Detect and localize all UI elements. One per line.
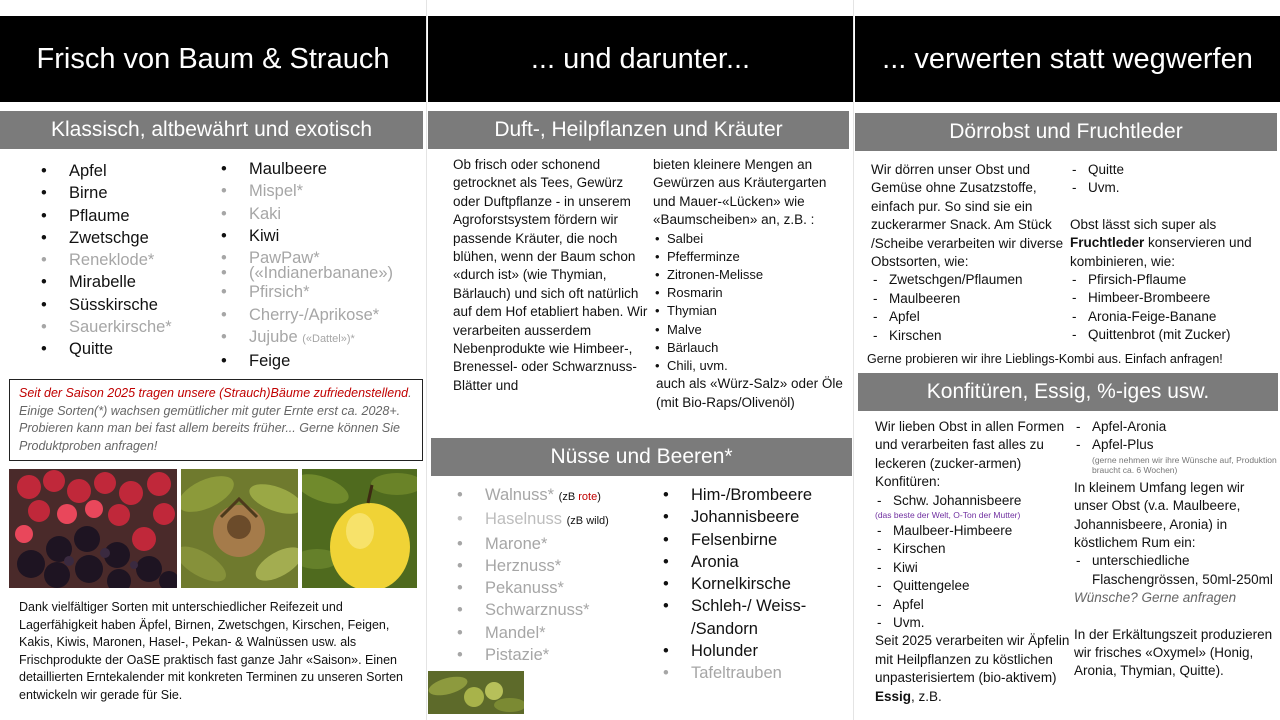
list-item: - Apfel-Aronia: [1074, 418, 1277, 436]
list-item: • Haselnuss (zB wild): [455, 508, 655, 532]
rum-list: [1074, 552, 1277, 589]
col2-header: [428, 16, 853, 102]
list-item-note: • («Indianerbanane»): [219, 266, 424, 281]
col2-subheader: [428, 111, 849, 149]
berry-list: [661, 484, 851, 685]
list-item: • Johannisbeere: [661, 506, 851, 528]
list-item: • Schleh-/ Weiss-: [661, 595, 851, 617]
list-item: • Birne: [39, 182, 219, 204]
list-item: - Uvm.: [1070, 179, 1275, 197]
col1-subheader-title: Klassisch, altbewährt und exotisch: [51, 118, 372, 141]
col2-header-title: ... und darunter...: [530, 42, 751, 75]
dried-fruit-left: [871, 161, 1066, 345]
list-item: • Pfefferminze: [653, 248, 849, 266]
list-item: • Apfel: [39, 160, 219, 182]
list-item: - Maulbeer-Himbeere: [875, 522, 1070, 540]
essig-text: Seit 2025 verarbeiten wir Äpfelin mit Heilpflanzen zu köstlichen unpasterisiertem (bio-aktivem) Essig, z.B.: [875, 633, 1070, 704]
list-item: - Schw. Johannisbeere: [875, 492, 1070, 510]
list-item: • Feige: [219, 350, 424, 372]
ask-note: Wünsche? Gerne anfragen: [1074, 590, 1237, 606]
list-item: • Quitte: [39, 338, 219, 360]
dried-list: [871, 271, 1066, 345]
herbs-intro: Ob frisch oder schonend getrocknet als Tees, Gewürz oder Duftpflanze - in unserem Agroforstsystem fördern wir passende Kräuter, die noch blühen, wenn der Baum schon «durch ist» (wie Thymian, Bärlauch) und sich oft natürlich auf dem Hof etabliert haben. Wir verarbeiten ausserdem Nebenprodukte wie Himbeer-, Brenessel- oder Schwarznuss-Blätter und: [453, 157, 648, 393]
col1-header-title: Frisch von Baum & Strauch: [36, 42, 390, 75]
nut-list: [455, 484, 655, 666]
column-divider: [426, 0, 427, 720]
col3-header: [855, 16, 1280, 102]
list-item: - Himbeer-Brombeere: [1070, 289, 1275, 307]
jam-list-first: [875, 492, 1070, 510]
list-item: - Apfel: [875, 596, 1070, 614]
col1-subheader: [0, 111, 423, 149]
fruchtleder-list: [1070, 271, 1275, 345]
list-item: • Holunder: [661, 640, 851, 662]
berries-photo: [9, 469, 177, 588]
list-item: • Cherry-/Aprikose*: [219, 304, 424, 326]
list-item: • Pflaume: [39, 205, 219, 227]
combi-note: Gerne probieren wir ihre Lieblings-Kombi aus. Einfach anfragen!: [867, 352, 1223, 366]
season-notice: Seit der Saison 2025 tragen unsere (Strauch)Bäume zufriedenstellend. Einige Sorten(*) wachsen gemütlicher mit guter Ernte erst ca. 2028+. Probieren kann man bei fast allem bereits früher... Gerne können Sie Produktproben anfragen!: [9, 379, 423, 461]
list-item: - Quitte: [1070, 161, 1275, 179]
list-item: • Aronia: [661, 551, 851, 573]
list-item: - Aronia-Feige-Banane: [1070, 308, 1275, 326]
col2-subheader2: [431, 438, 852, 476]
list-item: • Malve: [653, 321, 849, 339]
list-item: • Jujube («Dattel»)*: [219, 326, 424, 350]
list-item: • Schwarznuss*: [455, 599, 655, 621]
list-item: • Rosmarin: [653, 284, 849, 302]
dried-list-2: [1070, 161, 1275, 198]
col3-subheader-title: Dörrobst und Fruchtleder: [949, 120, 1183, 143]
list-item: • Reneklode*: [39, 249, 219, 271]
list-item: - Zwetschgen/Pflaumen: [871, 271, 1066, 289]
list-item: • Maulbeere: [219, 158, 424, 180]
fruchtleder-text: Obst lässt sich super als Fruchtleder konservieren und kombinieren, wie:: [1070, 216, 1252, 269]
list-item: • Kiwi: [219, 225, 424, 247]
fruit-list-exotic: [219, 158, 424, 373]
quince-photo: [302, 469, 417, 588]
list-item: • Mispel*: [219, 180, 424, 202]
dried-fruit-right: [1070, 161, 1275, 345]
list-item: - Pfirsich-Pflaume: [1070, 271, 1275, 289]
list-item: • Zitronen-Melisse: [653, 266, 849, 284]
list-item: • Chili, uvm.: [653, 357, 849, 375]
herb-list: [653, 230, 849, 376]
plus-note: (gerne nehmen wir ihre Wünsche auf, Produktion braucht ca. 6 Wochen): [1092, 454, 1277, 475]
col2-subheader2-title: Nüsse und Beeren*: [550, 445, 733, 468]
list-item: - Kirschen: [875, 540, 1070, 558]
list-item: - Apfel: [871, 308, 1066, 326]
list-item: - Quittengelee: [875, 577, 1070, 595]
column-divider: [853, 0, 854, 720]
list-item: - Kirschen: [871, 327, 1066, 345]
jam-left: [875, 418, 1070, 706]
list-item: • Mirabelle: [39, 271, 219, 293]
list-item: /Sandorn: [691, 619, 758, 638]
list-item: - Uvm.: [875, 614, 1070, 632]
herbs-intro-2: bieten kleinere Mengen an Gewürzen aus Kräutergarten und Mauer-«Lücken» wie «Baumscheiben» an, z.B. :: [653, 157, 827, 228]
dried-intro: Wir dörren unser Obst und Gemüse ohne Zusatzstoffe, einfach pur. So sind sie ein zuckerarmer Snack. Am Stück /Scheibe verarbeiten wir diverse Obstsorten, wie:: [871, 162, 1064, 270]
list-item: - Kiwi: [875, 559, 1070, 577]
list-item: • Süsskirsche: [39, 294, 219, 316]
list-item: - Maulbeeren: [871, 290, 1066, 308]
col1-body-text: Dank vielfältiger Sorten mit unterschiedlicher Reifezeit und Lagerfähigkeit haben Äpfel, Birnen, Zwetschgen, Kirschen, Feigen, Kakis, Kiwis, Maronen, Hasel-, Pekan- & Walnüssen usw. als Frischprodukte der OaSE praktisch fast ganze Jahr «Saison». Einen detaillierten Erntekalender mit konkreten Terminen zu unseren Sorten entwickeln wir gerade für Sie.: [19, 600, 404, 702]
oxymel-text: In der Erkältungszeit produzieren wir frisches «Oxymel» (Honig, Aronia, Thymian, Quitte).: [1074, 626, 1273, 679]
list-item: • Tafeltrauben: [661, 662, 851, 684]
col3-subheader2: [858, 373, 1278, 411]
list-item: • Herznuss*: [455, 555, 655, 577]
list-item: - Quittenbrot (mit Zucker): [1070, 326, 1275, 344]
list-item: • Pistazie*: [455, 644, 655, 666]
essig-list: [1074, 418, 1277, 455]
col2-subheader-title: Duft-, Heilpflanzen und Kräuter: [494, 118, 783, 141]
list-item: • Kornelkirsche: [661, 573, 851, 595]
list-item: • Him-/Brombeere: [661, 484, 851, 506]
list-item: • Felsenbirne: [661, 529, 851, 551]
list-item: • Bärlauch: [653, 339, 849, 357]
herbs-outro: auch als «Würz-Salz» oder Öle (mit Bio-Raps/Olivenöl): [656, 376, 843, 410]
list-item: • Zwetschge: [39, 227, 219, 249]
list-item: - Apfel-Plus: [1074, 436, 1277, 454]
list-item: • Pfirsich*: [219, 281, 424, 303]
fruit-list-classic: [39, 160, 219, 361]
herbs-column: [653, 156, 849, 412]
list-item: • Salbei: [653, 230, 849, 248]
medlar-photo: [181, 469, 298, 588]
col3-subheader: [855, 113, 1277, 151]
list-item: • PawPaw*: [219, 247, 424, 269]
col3-subheader2-title: Konfitüren, Essig, %-iges usw.: [926, 380, 1210, 403]
col3-header-title: ... verwerten statt wegwerfen: [882, 42, 1253, 75]
list-item: • Marone*: [455, 533, 655, 555]
list-item: • Mandel*: [455, 622, 655, 644]
list-item: • Sauerkirsche*: [39, 316, 219, 338]
jam-right: [1074, 418, 1277, 681]
rum-text: In kleinem Umfang legen wir unser Obst (v.a. Maulbeere, Johannisbeere, Aronia) in köstlichem Rum ein:: [1074, 479, 1245, 551]
nut-photo: [428, 671, 524, 714]
list-item: • Thymian: [653, 302, 849, 320]
list-item: • Pekanuss*: [455, 577, 655, 599]
jam-list: [875, 522, 1070, 632]
list-item: • Kaki: [219, 203, 424, 225]
list-item: - unterschiedliche Flaschengrössen, 50ml-250ml: [1074, 552, 1277, 589]
jam-first-note: (das beste der Welt, O-Ton der Mutter): [875, 510, 1021, 521]
list-item: • Walnuss* (zB rote): [455, 484, 655, 508]
col1-header: [0, 16, 426, 102]
jam-intro: Wir lieben Obst in allen Formen und verarbeiten fast alles zu leckeren (zucker-armen) Konfitüren:: [875, 419, 1065, 490]
